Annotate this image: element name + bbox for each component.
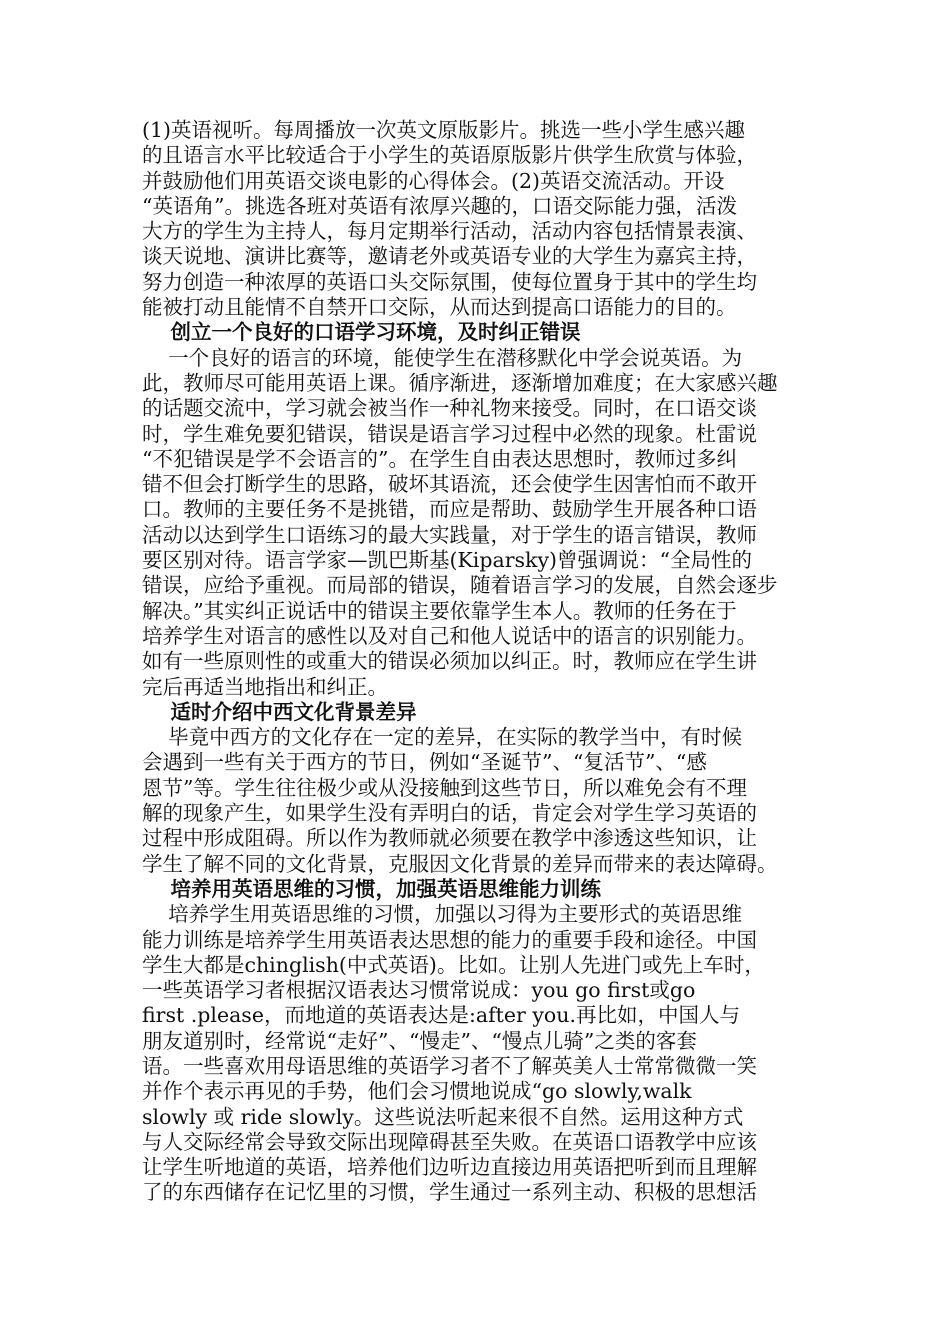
body-line: 了的东西储存在记忆里的习惯，学生通过一系列主动、积极的思想活 <box>142 1180 757 1205</box>
body-line: 要区别对待。语言学家—凯巴斯基(Kiparsky)曾强调说：“全局性的 <box>142 548 753 573</box>
body-line: 语。一些喜欢用母语思维的英语学习者不了解英美人士常常微微一笑 <box>142 1053 757 1078</box>
body-line: 完后再适当地指出和纠正。 <box>142 674 388 699</box>
body-line: 解的现象产生，如果学生没有弄明白的话，肯定会对学生学习英语的 <box>142 801 757 826</box>
body-line: 培养学生对语言的感性以及对自己和他人说话中的语言的识别能力。 <box>142 623 757 648</box>
body-line: 解决。”其实纠正说话中的错误主要依靠学生本人。教师的任务在于 <box>142 598 737 623</box>
body-line: 时，学生难免要犯错误，错误是语言学习过程中必然的现象。杜雷说 <box>142 421 757 446</box>
body-line: “英语角”。挑选各班对英语有浓厚兴趣的，口语交际能力强，活泼 <box>142 193 737 218</box>
body-line: 大方的学生为主持人，每月定期举行活动，活动内容包括情景表演、 <box>142 219 757 244</box>
body-line: 让学生听地道的英语，培养他们边听边直接边用英语把听到而且理解 <box>142 1155 757 1180</box>
body-line: (1)英语视听。每周播放一次英文原版影片。挑选一些小学生感兴趣 <box>142 118 746 142</box>
body-line: 与人交际经常会导致交际出现障碍甚至失败。在英语口语教学中应该 <box>142 1129 757 1154</box>
body-line: 的且语言水平比较适合于小学生的英语原版影片供学生欣赏与体验， <box>142 143 757 168</box>
body-line: 一个良好的语言的环境，能使学生在潜移默化中学会说英语。为 <box>142 345 743 370</box>
body-line: 过程中形成阻碍。所以作为教师就必须要在教学中渗透这些知识，让 <box>142 826 757 851</box>
body-line: 能力训练是培养学生用英语表达思想的能力的重要手段和途径。中国 <box>142 927 757 952</box>
body-line: 错不但会打断学生的思路，破坏其语流，还会使学生因害怕而不敢开 <box>142 472 757 497</box>
body-line: 并鼓励他们用英语交谈电影的心得体会。(2)英语交流活动。开设 <box>142 168 725 193</box>
body-line: 如有一些原则性的或重大的错误必须加以纠正。时，教师应在学生讲 <box>142 649 757 674</box>
body-line: 恩节”等。学生往往极少或从没接触到这些节日，所以难免会有不理 <box>142 775 747 800</box>
body-line: 学生大都是chinglish(中式英语)。比如。让别人先进门或先上车时， <box>142 952 765 977</box>
section-heading: 适时介绍中西文化背景差异 <box>142 699 417 724</box>
body-line: 一些英语学习者根据汉语表达习惯常说成：you go first或go <box>142 978 696 1003</box>
body-line: 学生了解不同的文化背景，克服因文化背景的差异而带来的表达障碍。 <box>142 851 778 876</box>
body-line: 活动以达到学生口语练习的最大实践量，对于学生的语言错误，教师 <box>142 522 757 547</box>
body-line: 培养学生用英语思维的习惯，加强以习得为主要形式的英语思维 <box>142 902 743 927</box>
body-line: 能被打动且能情不自禁开口交际，从而达到提高口语能力的目的。 <box>142 295 737 320</box>
body-line: 口。教师的主要任务不是挑错，而应是帮助、鼓励学生开展各种口语 <box>142 497 757 522</box>
body-line: 毕竟中西方的文化存在一定的差异，在实际的教学当中，有时候 <box>142 725 743 750</box>
section-heading: 创立一个良好的口语学习环境，及时纠正错误 <box>142 320 581 345</box>
body-line: first .please，而地道的英语表达是:after you.再比如，中国人与 <box>142 1003 740 1028</box>
body-line: slowly 或 ride slowly。这些说法听起来很不自然。运用这种方式 <box>142 1104 744 1129</box>
body-line: 的话题交流中，学习就会被当作一种礼物来接受。同时，在口语交谈 <box>142 396 757 421</box>
body-line: 错误，应给予重视。而局部的错误，随着语言学习的发展，自然会逐步 <box>142 573 778 598</box>
body-line: 努力创造一种浓厚的英语口头交际氛围，使每位置身于其中的学生均 <box>142 269 757 294</box>
section-heading: 培养用英语思维的习惯，加强英语思维能力训练 <box>142 876 602 901</box>
body-line: 会遇到一些有关于西方的节日，例如“圣诞节”、“复活节”、“感 <box>142 750 707 775</box>
body-line: 朋友道别时，经常说“走好”、“慢走”、“慢点儿骑”之类的客套 <box>142 1028 697 1053</box>
body-line: 谈天说地、演讲比赛等，邀请老外或英语专业的大学生为嘉宾主持， <box>142 244 757 269</box>
document-page <box>142 118 810 1206</box>
body-line: 并作个表示再见的手势，他们会习惯地说成“go slowly,walk <box>142 1079 692 1104</box>
body-line: “不犯错误是学不会语言的”。在学生自由表达思想时，教师过多纠 <box>142 446 737 471</box>
body-line: 此，教师尽可能用英语上课。循序渐进，逐渐增加难度；在大家感兴趣 <box>142 370 778 395</box>
